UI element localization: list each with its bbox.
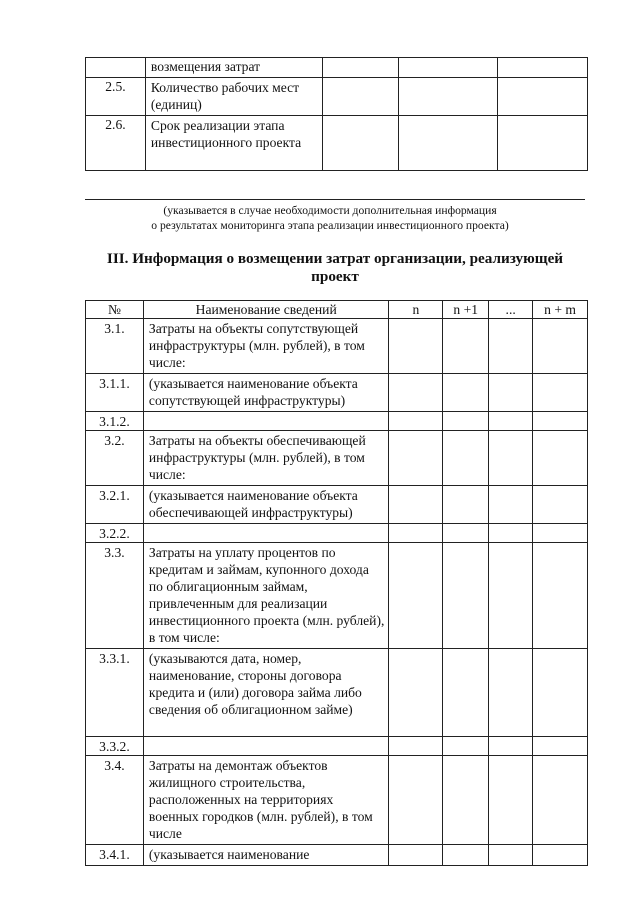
row-name: Затраты на уплату процентов по кредитам и займам, купонного дохода по облигационным займам, привлеченным для реализации инвестиционного проекта (млн. рублей), в том числе: [143,543,389,649]
header-name: Наименование сведений [143,301,389,319]
row-number: 3.3.2. [86,737,144,756]
top-table [85,57,588,171]
table-row [86,756,588,845]
header-col: n + m [533,301,588,319]
header-num: № [86,301,144,319]
row-number: 3.4.1. [86,845,144,866]
row-number: 3.3.1. [86,649,144,737]
header-col: ... [489,301,533,319]
row-number: 3.2.1. [86,486,144,524]
table-row [86,649,588,737]
table-row [86,845,588,866]
row-name: Срок реализации этапа инвестиционного проекта [145,116,322,171]
table-row [86,524,588,543]
table-row [86,412,588,431]
row-number: 3.1.1. [86,374,144,412]
main-table [85,300,588,866]
table-row [86,431,588,486]
table-row [86,116,588,171]
row-number: 2.5. [86,78,146,116]
section-title: III. Информация о возмещении затрат организации, реализующей проект [106,250,564,285]
row-name: (указывается наименование объекта сопутствующей инфраструктуры) [143,374,389,412]
table-row [86,58,588,78]
row-name: Затраты на объекты сопутствующей инфраструктуры (млн. рублей), в том числе: [143,319,389,374]
table-header-row [86,301,588,319]
row-name: (указываются дата, номер, наименование, стороны договора кредита и (или) договора займа либо сведения об облигационном займе) [143,649,389,737]
row-name: Затраты на объекты обеспечивающей инфраструктуры (млн. рублей), в том числе: [143,431,389,486]
table-row [86,319,588,374]
table-row [86,543,588,649]
row-name [143,412,389,431]
row-number: 2.6. [86,116,146,171]
table-row [86,486,588,524]
header-col: n [389,301,443,319]
footnote-line: (указывается в случае необходимости дополнительная информация [163,204,497,217]
table-row [86,737,588,756]
row-number: 3.2. [86,431,144,486]
row-name [143,524,389,543]
table-row [86,78,588,116]
row-name: (указывается наименование [143,845,389,866]
header-col: n +1 [443,301,489,319]
row-number: 3.1. [86,319,144,374]
table-row [86,374,588,412]
footnote-line: о результатах мониторинга этапа реализации инвестиционного проекта) [151,219,509,232]
footnote [110,203,550,233]
row-name: Количество рабочих мест (единиц) [145,78,322,116]
row-name: Затраты на демонтаж объектов жилищного строительства, расположенных на территориях военных городков (млн. рублей), в том числе [143,756,389,845]
row-number: 3.4. [86,756,144,845]
row-number: 3.2.2. [86,524,144,543]
row-number: 3.1.2. [86,412,144,431]
row-number: 3.3. [86,543,144,649]
row-number [86,58,146,78]
row-name [143,737,389,756]
divider-line [85,199,585,200]
row-name: (указывается наименование объекта обеспечивающей инфраструктуры) [143,486,389,524]
row-name: возмещения затрат [145,58,322,78]
